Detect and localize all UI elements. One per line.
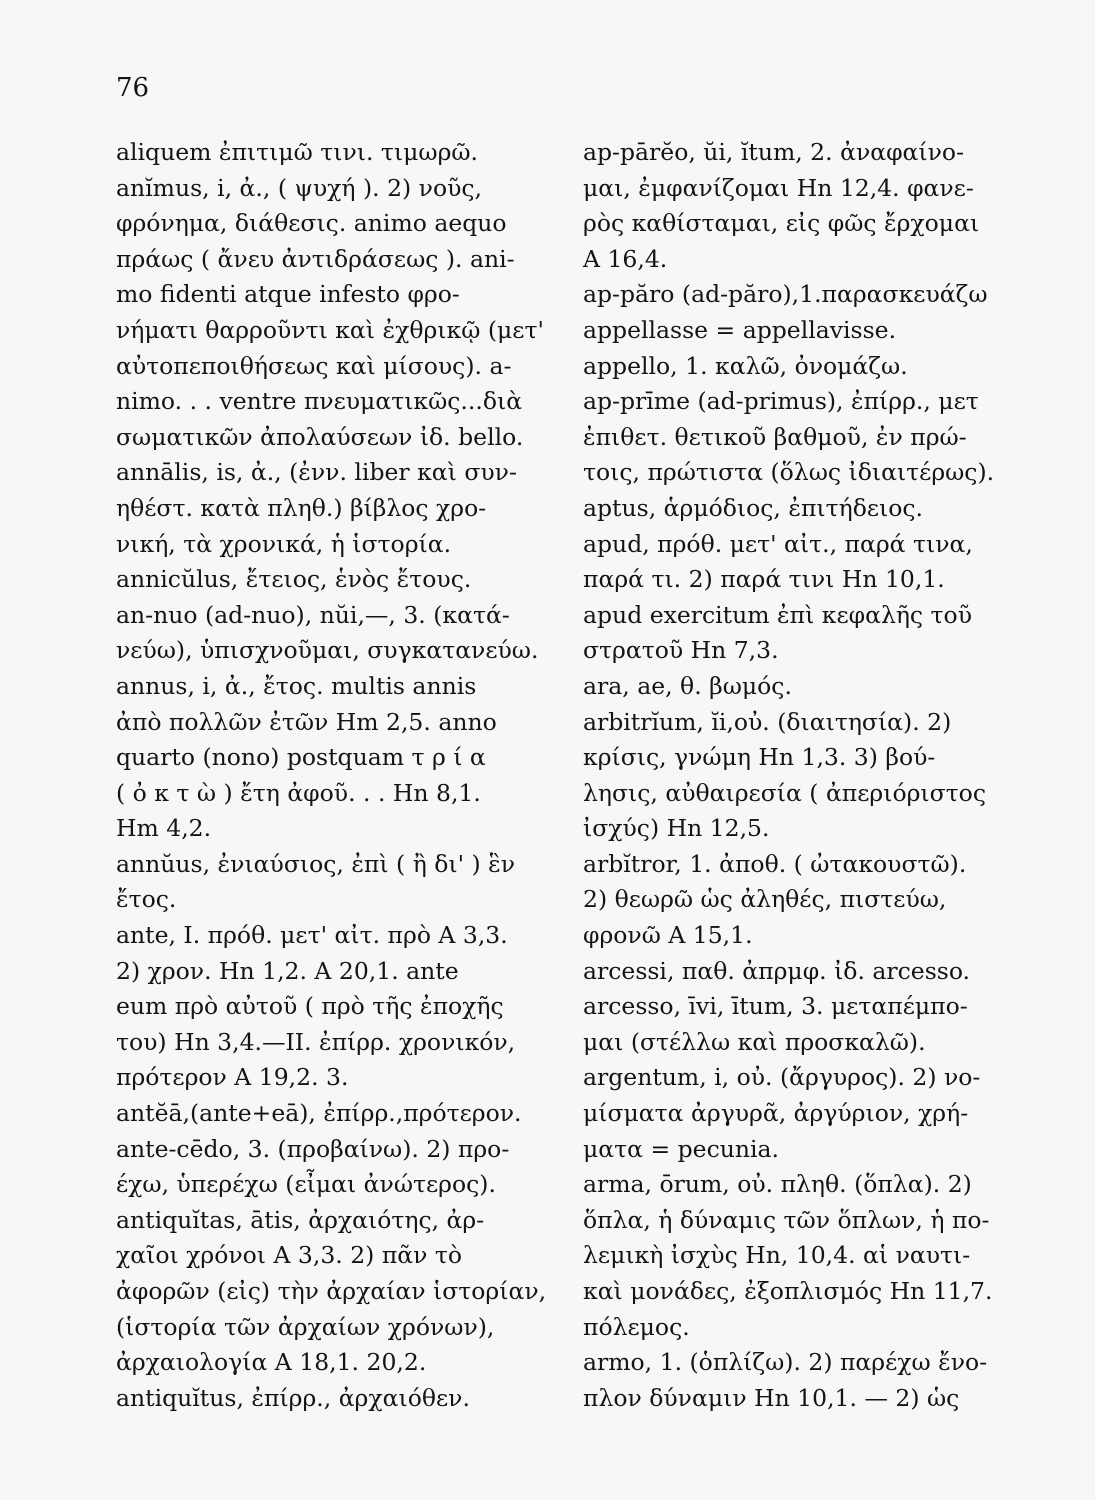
dictionary-line: ἔτος. (116, 885, 177, 914)
dictionary-line: ante, I. πρόθ. μετ' αἰτ. πρὸ A 3,3. (116, 921, 508, 950)
dictionary-line: ap-prīme (ad-primus), ἐπίρρ., μετ (583, 387, 979, 416)
dictionary-line: arbĭtror, 1. ἀποθ. ( ὠτακουστῶ). (583, 849, 967, 878)
dictionary-line: argentum, i, οὐ. (ἄργυρος). 2) νο- (583, 1063, 981, 1092)
dictionary-line: πράως ( ἄνευ ἀντιδράσεως ). ani- (116, 244, 515, 273)
dictionary-line: mo fidenti atque infesto φρο- (116, 280, 460, 309)
dictionary-line: appello, 1. καλῶ, ὀνομάζω. (583, 351, 908, 380)
dictionary-line: Hm 4,2. (116, 814, 212, 843)
dictionary-line: λησις, αὐθαιρεσία ( ἀπεριόριστος (583, 778, 986, 807)
dictionary-line: anĭmus, i, ἀ., ( ψυχή ). 2) νοῦς, (116, 173, 483, 202)
dictionary-line: apud, πρόθ. μετ' αἰτ., παρά τινα, (583, 529, 973, 558)
dictionary-line: ἰσχύς) Hn 12,5. (583, 814, 770, 843)
dictionary-line: νήματι θαρροῦντι καὶ ἐχθρικῷ (μετ' (116, 315, 544, 344)
dictionary-line: 2) χρον. Hn 1,2. A 20,1. ante (116, 956, 459, 985)
dictionary-line: ap-pārĕo, ŭi, ĭtum, 2. ἀναφαίνο- (583, 138, 965, 166)
left-column (116, 135, 546, 1416)
dictionary-line: arma, ōrum, οὐ. πληθ. (ὅπλα). 2) (583, 1170, 972, 1199)
dictionary-line: aptus, ἁρμόδιος, ἐπιτήδειος. (583, 493, 924, 522)
dictionary-line: μίσματα ἀργυρᾶ, ἀργύριον, χρή- (583, 1099, 969, 1128)
dictionary-line: τοις, πρώτιστα (ὅλως ἰδιαιτέρως). (583, 458, 995, 487)
dictionary-line: ηθέστ. κατὰ πληθ.) βίβλος χρο- (116, 493, 487, 522)
dictionary-line: φρονῶ A 15,1. (583, 921, 753, 950)
dictionary-line: στρατοῦ Hn 7,3. (583, 636, 779, 665)
dictionary-line: eum πρὸ αὐτοῦ ( πρὸ τῆς ἐποχῆς (116, 992, 504, 1021)
dictionary-line: σωματικῶν ἀπολαύσεων ἰδ. bello. (116, 422, 524, 451)
dictionary-line: νική, τὰ χρονικά, ἡ ἱστορία. (116, 529, 452, 558)
dictionary-line: παρά τι. 2) παρά τινι Hn 10,1. (583, 565, 945, 594)
dictionary-line: quarto (nono) postquam τ ρ ί α (116, 743, 486, 772)
dictionary-line: λεμικὴ ἰσχὺς Hn, 10,4. αἱ ναυτι- (583, 1241, 971, 1270)
dictionary-line: πόλεμος. (583, 1312, 690, 1341)
dictionary-line: φρόνημα, διάθεσις. animo aequo (116, 209, 507, 238)
dictionary-line: antĕā,(ante+eā), ἐπίρρ.,πρότερον. (116, 1099, 522, 1128)
dictionary-line: ρὸς καθίσταμαι, εἰς φῶς ἔρχομαι (583, 209, 980, 238)
dictionary-line: annālis, is, ἀ., (ἐνν. liber καὶ συν- (116, 458, 517, 487)
dictionary-line: μαι, ἐμφανίζομαι Hn 12,4. φανε- (583, 173, 974, 202)
dictionary-line: aliquem ἐπιτιμῶ τινι. τιμωρῶ. (116, 138, 479, 166)
dictionary-line: ἀφορῶν (εἰς) τὴν ἀρχαίαν ἱστορίαν, (116, 1277, 547, 1305)
dictionary-line: arcessi, παθ. ἀπρμφ. ἰδ. arcesso. (583, 956, 971, 985)
dictionary-line: ( ὀ κ τ ὼ ) ἔτη ἀφοῦ. . . Hn 8,1. (116, 778, 481, 807)
dictionary-line: arbitrĭum, ĭi,οὐ. (διαιτησία). 2) (583, 707, 952, 736)
dictionary-line: ap-păro (ad-păro),1.παρασκευάζω (583, 280, 988, 309)
dictionary-line: antiquĭtus, ἐπίρρ., ἀρχαιόθεν. (116, 1383, 470, 1412)
dictionary-line: appellasse = appellavisse. (583, 315, 897, 344)
dictionary-line: antiquĭtas, ātis, ἀρχαιότης, ἀρ- (116, 1205, 485, 1234)
right-column (583, 135, 1023, 1416)
dictionary-line: nimo. . . ventre πνευματικῶς...διὰ (116, 387, 523, 416)
dictionary-line: πρότερον A 19,2. 3. (116, 1063, 349, 1092)
dictionary-line: (ἱστορία τῶν ἀρχαίων χρόνων), (116, 1312, 495, 1341)
dictionary-line: ἀρχαιολογία A 18,1. 20,2. (116, 1348, 427, 1377)
dictionary-line: 2) θεωρῶ ὡς ἀληθές, πιστεύω, (583, 885, 947, 914)
dictionary-line: A 16,4. (583, 244, 668, 273)
dictionary-line: έχω, ὑπερέχω (εἶμαι ἀνώτερος). (116, 1170, 496, 1199)
dictionary-line: ματα = pecunia. (583, 1134, 780, 1163)
dictionary-line: νεύω), ὑπισχνοῦμαι, συγκατανεύω. (116, 636, 539, 665)
dictionary-line: καὶ μονάδες, ἐξοπλισμός Hn 11,7. (583, 1277, 993, 1305)
dictionary-line: annus, i, ἀ., ἔτος. multis annis (116, 671, 477, 700)
dictionary-line: ὅπλα, ἡ δύναμις τῶν ὅπλων, ἡ πο- (583, 1205, 990, 1234)
page-number: 76 (116, 73, 150, 103)
dictionary-line: ἀπὸ πολλῶν ἐτῶν Hm 2,5. anno (116, 707, 497, 736)
dictionary-line: πλον δύναμιν Hn 10,1. — 2) ὡς (583, 1383, 960, 1412)
dictionary-line: arcesso, īvi, ītum, 3. μεταπέμπο- (583, 992, 968, 1021)
dictionary-line: annicŭlus, ἔτειος, ἑνὸς ἔτους. (116, 565, 472, 594)
dictionary-line: αὐτοπεποιθήσεως καὶ μίσους). a- (116, 351, 512, 380)
dictionary-line: apud exercitum ἐπὶ κεφαλῆς τοῦ (583, 600, 972, 629)
dictionary-line: του) Hn 3,4.—II. ἐπίρρ. χρονικόν, (116, 1027, 516, 1056)
dictionary-line: an-nuo (ad-nuo), nŭi,—, 3. (κατά- (116, 600, 510, 629)
dictionary-line: ara, ae, θ. βωμός. (583, 671, 792, 700)
dictionary-line: ἐπιθετ. θετικοῦ βαθμοῦ, ἐν πρώ- (583, 422, 967, 451)
dictionary-line: μαι (στέλλω καὶ προσκαλῶ). (583, 1027, 926, 1056)
dictionary-line: armo, 1. (ὁπλίζω). 2) παρέχω ἔνο- (583, 1348, 988, 1377)
dictionary-line: χαῖοι χρόνοι A 3,3. 2) πᾶν τὸ (116, 1241, 463, 1270)
dictionary-line: ante-cēdo, 3. (προβαίνω). 2) προ- (116, 1134, 510, 1163)
dictionary-line: κρίσις, γνώμη Hn 1,3. 3) βού- (583, 743, 936, 772)
dictionary-line: annŭus, ἐνιαύσιος, ἐπὶ ( ἢ δι' ) ἓν (116, 849, 516, 878)
